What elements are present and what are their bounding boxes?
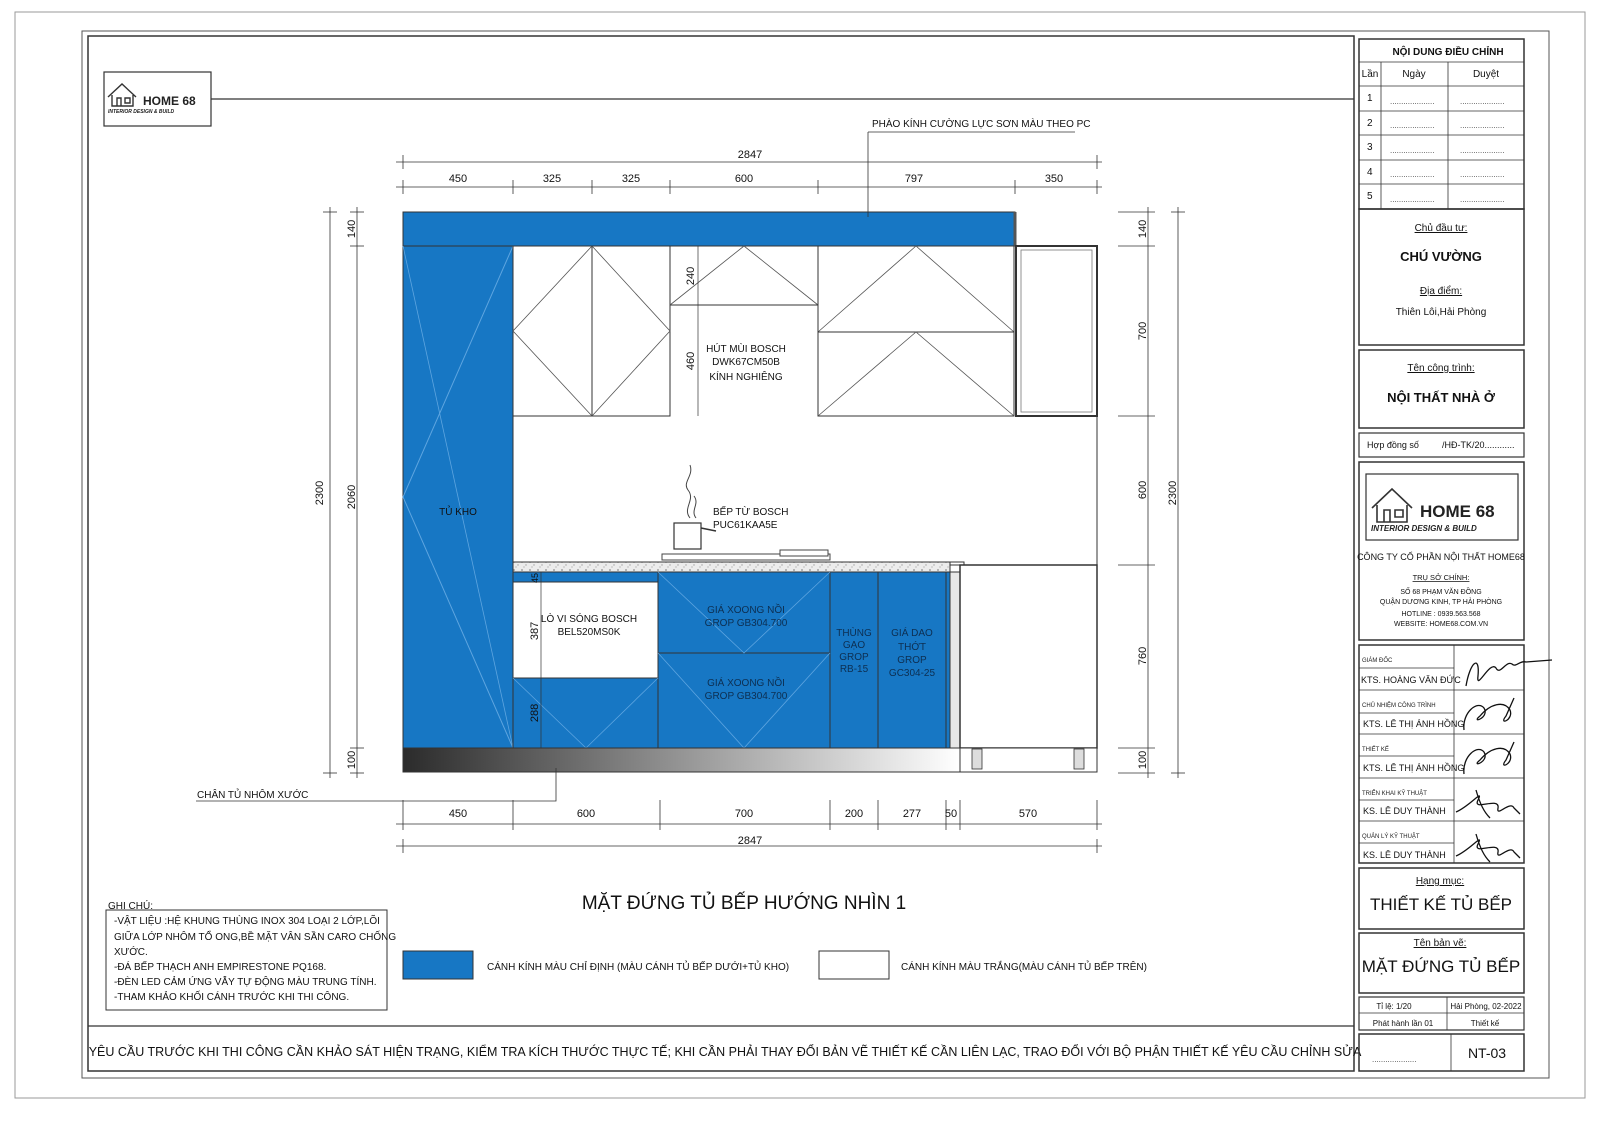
dim-bottom-4: 200 [844, 808, 864, 820]
open-shelf-upper [1016, 246, 1097, 416]
project-name: NỘI THẤT NHÀ Ở [1387, 390, 1495, 405]
dotted-cell: .................... [1390, 170, 1435, 179]
legend [403, 951, 1147, 979]
revision-dots [1390, 97, 1504, 204]
company-name: CÔNG TY CỔ PHẦN NỘI THẤT HOME68 [1357, 552, 1525, 562]
dim-inner-4: 387 [529, 621, 541, 641]
notes-title: GHI CHÚ: [108, 901, 153, 912]
legs-callout: CHÂN TỦ NHÔM XƯỚC [197, 790, 309, 801]
dim-top-total: 2847 [737, 149, 763, 161]
signature-role: QUẢN LÝ KỸ THUẬT [1362, 834, 1420, 840]
owner-name: CHÚ VƯỜNG [1400, 249, 1482, 264]
pot-rack-label-line: GIÁ XOONG NỒI [707, 678, 785, 689]
dim-left-3: 100 [346, 750, 358, 770]
dim-bottom-6: 50 [944, 808, 958, 820]
category-label: Hạng mục: [1415, 876, 1465, 887]
steam-icon [686, 465, 691, 518]
hob-label [713, 505, 788, 531]
dotted-cell: .................... [1460, 97, 1505, 106]
pot-rack-label-line: GIÁ XOONG NỒI [707, 605, 785, 616]
signature-role: THIẾT KẾ [1362, 747, 1389, 753]
dim-inner-2: 460 [685, 351, 697, 371]
location-value: Thiên Lôi,Hải Phòng [1395, 307, 1487, 318]
open-shelf-lower [960, 565, 1097, 748]
dotted-cell: .................... [1460, 121, 1505, 130]
rice-bin-label-line: RB-15 [839, 664, 869, 675]
legend-label-white: CÁNH KÍNH MÀU TRẮNG(MÀU CÁNH TỦ BẾP TRÊN) [901, 962, 1147, 973]
title-block [1357, 39, 1552, 1071]
revision-number: 3 [1367, 142, 1373, 153]
dim-right-3: 600 [1137, 480, 1149, 500]
dim-bottom-7: 570 [1018, 808, 1038, 820]
dim-right-outer: 2300 [1167, 480, 1179, 506]
dim-bottom-total: 2847 [737, 835, 763, 847]
dim-right-1: 140 [1137, 219, 1149, 239]
hob-burner [780, 550, 828, 556]
note-line: XƯỚC. [114, 947, 148, 958]
signature-name: KS. LÊ DUY THÀNH [1363, 850, 1446, 860]
footer-note: YÊU CẦU TRƯỚC KHI THI CÔNG CẦN KHẢO SÁT HIỆN TRẠNG, KIỂM TRA KÍCH THƯỚC THỰC TẾ; KHI CẦN PHẢI THAY ĐỔI BẢN VẼ THIẾT KẾ CẦN LIÊN LẠC, TRAO ĐỔI VỚI BỘ PHẬN THIẾT KẾ YÊU CẦU CHỈNH SỬA [88, 1045, 1362, 1059]
dim-right-5: 100 [1137, 750, 1149, 770]
hood-label-line: KÍNH NGHIÊNG [709, 372, 783, 383]
company-logo-tagline: INTERIOR DESIGN & BUILD [1371, 524, 1477, 533]
sheet-name-value: MẶT ĐỨNG TỦ BẾP [1361, 957, 1521, 976]
kitchen-elevation [196, 117, 1097, 801]
revision-number: 5 [1367, 191, 1373, 202]
dim-left-outer: 2300 [314, 480, 326, 506]
sheet-number-dots: .................... [1372, 1055, 1417, 1064]
revision-title: NỘI DUNG ĐIỀU CHỈNH [1392, 47, 1504, 58]
rice-bin-label-line: GẠO [842, 640, 866, 651]
hq-label: TRỤ SỞ CHÍNH: [1412, 573, 1470, 582]
dim-top-6: 350 [1044, 173, 1064, 185]
company-logo-name: HOME 68 [1420, 502, 1495, 521]
dim-top-4: 600 [734, 173, 754, 185]
legend-label-blue: CÁNH KÍNH MÀU CHỈ ĐỊNH (MÀU CÁNH TỦ BẾP DƯỚI+TỦ KHO) [487, 962, 790, 973]
revision-headers [1362, 68, 1500, 80]
dim-left-2: 2060 [346, 484, 358, 510]
hood-label-line: HÚT MÙI BOSCH [706, 344, 786, 355]
dotted-cell: .................... [1390, 121, 1435, 130]
owner-label: Chủ đầu tư: [1414, 223, 1468, 234]
contract-label: Hợp đồng số [1367, 440, 1419, 450]
dim-left-1: 140 [346, 219, 358, 239]
dotted-cell: .................... [1390, 195, 1435, 204]
signature-role: GIÁM ĐỐC [1362, 658, 1393, 664]
sheet-name-label: Tên bản vẽ: [1413, 938, 1467, 949]
dim-inner-5: 288 [529, 703, 541, 723]
countertop [513, 562, 950, 572]
revision-rows [1367, 93, 1373, 202]
knife-rack-label-line: GC304-25 [888, 668, 936, 679]
note-line: -THAM KHẢO KHỐI CÁNH TRƯỚC KHI THI CÔNG. [114, 992, 350, 1003]
knife-rack-label-line: GIÁ DAO [891, 628, 933, 639]
signature-scribble-4 [1456, 790, 1520, 818]
upper-cabinet-right-top [818, 246, 1014, 332]
signature-role: TRIỂN KHAI KỸ THUẬT [1362, 791, 1427, 797]
hob-label-line: PUC61KAA5E [713, 520, 778, 531]
sheet-number: NT-03 [1467, 1045, 1507, 1061]
note-line: GIỮA LỚP NHÔM TỔ ONG,BỀ MẶT VÂN SẦN CARO CHỐNG [114, 932, 397, 943]
legend-swatch-white [819, 951, 889, 979]
knife-rack-label-line: THỚT [897, 642, 927, 653]
address-line-2: QUẬN DƯƠNG KINH, TP HẢI PHÒNG [1379, 599, 1503, 606]
signature-name: KTS. HOÀNG VĂN ĐỨC [1361, 675, 1461, 685]
cabinet-leg-1 [972, 749, 982, 769]
revision-header: Ngày [1402, 69, 1426, 80]
plinth [403, 748, 960, 772]
pantry-label: TỦ KHO [439, 507, 477, 518]
dim-top-2: 325 [542, 173, 562, 185]
rice-bin-label-line: THÙNG [836, 628, 872, 639]
website: WEBSITE: HOME68.COM.VN [1393, 621, 1489, 628]
contract-value: /HĐ-TK/20............ [1442, 440, 1515, 450]
signature-scribble-5 [1456, 834, 1520, 862]
dim-top-3: 325 [621, 173, 641, 185]
signature-name: KTS. LÊ THỊ ÁNH HỒNG [1363, 763, 1465, 773]
dim-bottom-2: 600 [576, 808, 596, 820]
revision-header: Lần [1361, 69, 1379, 80]
note-line: -ĐÈN LED CẢM ỨNG VẪY TỰ ĐỘNG MÀU TRUNG TÍNH. [114, 977, 377, 988]
location-label: Địa điểm: [1419, 286, 1463, 297]
revision-number: 1 [1367, 93, 1373, 104]
dim-top-5: 797 [904, 173, 924, 185]
drawing-title: MẶT ĐỨNG TỦ BẾP HƯỚNG NHÌN 1 [581, 893, 907, 914]
dim-bottom-3: 700 [734, 808, 754, 820]
knife-rack-label-line: GROP [897, 655, 927, 666]
dim-right-2: 700 [1137, 321, 1149, 341]
legend-swatch-blue [403, 951, 473, 979]
signature-scribble-3 [1464, 742, 1514, 774]
dotted-cell: .................... [1390, 146, 1435, 155]
notes-lines [114, 914, 396, 1003]
revision-number: 2 [1367, 118, 1373, 129]
project-box [1359, 350, 1524, 428]
logo-top [104, 72, 1354, 126]
steam-icon-2 [694, 496, 696, 518]
microwave-label-line: LÒ VI SÓNG BOSCH [540, 614, 638, 625]
dim-inner-3: 45 [530, 572, 540, 584]
hood-label [706, 342, 786, 383]
signature-scribble-2 [1464, 698, 1514, 730]
hob-label-line: BẾP TỪ BOSCH [713, 507, 789, 518]
signature-role: CHỦ NHIỆM CÔNG TRÌNH [1362, 703, 1436, 709]
pot-rack-label-line: GROP GB304.700 [704, 691, 788, 702]
signature-name: KTS. LÊ THỊ ÁNH HỒNG [1363, 719, 1465, 729]
dotted-cell: .................... [1460, 170, 1505, 179]
dim-bottom-5: 277 [902, 808, 922, 820]
note-line: -ĐÁ BẾP THẠCH ANH EMPIRESTONE PQ168. [114, 962, 327, 973]
end-panel [950, 572, 960, 748]
revision-number: 4 [1367, 167, 1373, 178]
microwave-label-line: BEL520MS0K [557, 627, 621, 638]
pot-rack-label-line: GROP GB304.700 [704, 618, 788, 629]
project-label: Tên công trình: [1407, 363, 1475, 374]
dotted-cell: .................... [1460, 195, 1505, 204]
logo-name: HOME 68 [143, 94, 196, 108]
upper-cabinet-right-bottom [818, 332, 1014, 416]
dim-right-4: 760 [1137, 646, 1149, 666]
crown-molding [403, 212, 1015, 246]
dim-inner-1: 240 [685, 266, 697, 286]
note-line: -VẬT LIỆU :HỆ KHUNG THÙNG INOX 304 LOẠI 2 LỚP,LÕI [114, 916, 380, 927]
category-value: THIẾT KẾ TỦ BẾP [1369, 895, 1513, 914]
cabinet-leg-2 [1074, 749, 1084, 769]
dim-bottom-1: 450 [448, 808, 468, 820]
issue: Phát hành lần 01 [1372, 1019, 1434, 1028]
signature-scribble-1 [1466, 660, 1552, 686]
address-line-1: SỐ 68 PHẠM VĂN ĐỒNG [1400, 589, 1482, 596]
logo-tagline: INTERIOR DESIGN & BUILD [108, 109, 175, 115]
pot [674, 523, 701, 549]
scale: Tỉ lệ: 1/20 [1376, 1002, 1412, 1011]
hotline: HOTLINE : 0939.563.568 [1401, 611, 1481, 618]
hood-label-line: DWK67CM50B [712, 357, 780, 368]
molding-callout: PHÀO KÍNH CƯỜNG LỰC SƠN MÀU THEO PC [872, 119, 1091, 130]
rice-bin-label-line: GROP [839, 652, 869, 663]
dotted-cell: .................... [1390, 97, 1435, 106]
signature-name: KS. LÊ DUY THÀNH [1363, 806, 1446, 816]
revision-header: Duyệt [1472, 69, 1500, 80]
date: Hải Phòng, 02-2022 [1450, 1002, 1522, 1011]
design: Thiết kế [1470, 1019, 1500, 1028]
dotted-cell: .................... [1460, 146, 1505, 155]
revision-grid [1359, 62, 1524, 209]
dim-top-1: 450 [448, 173, 468, 185]
